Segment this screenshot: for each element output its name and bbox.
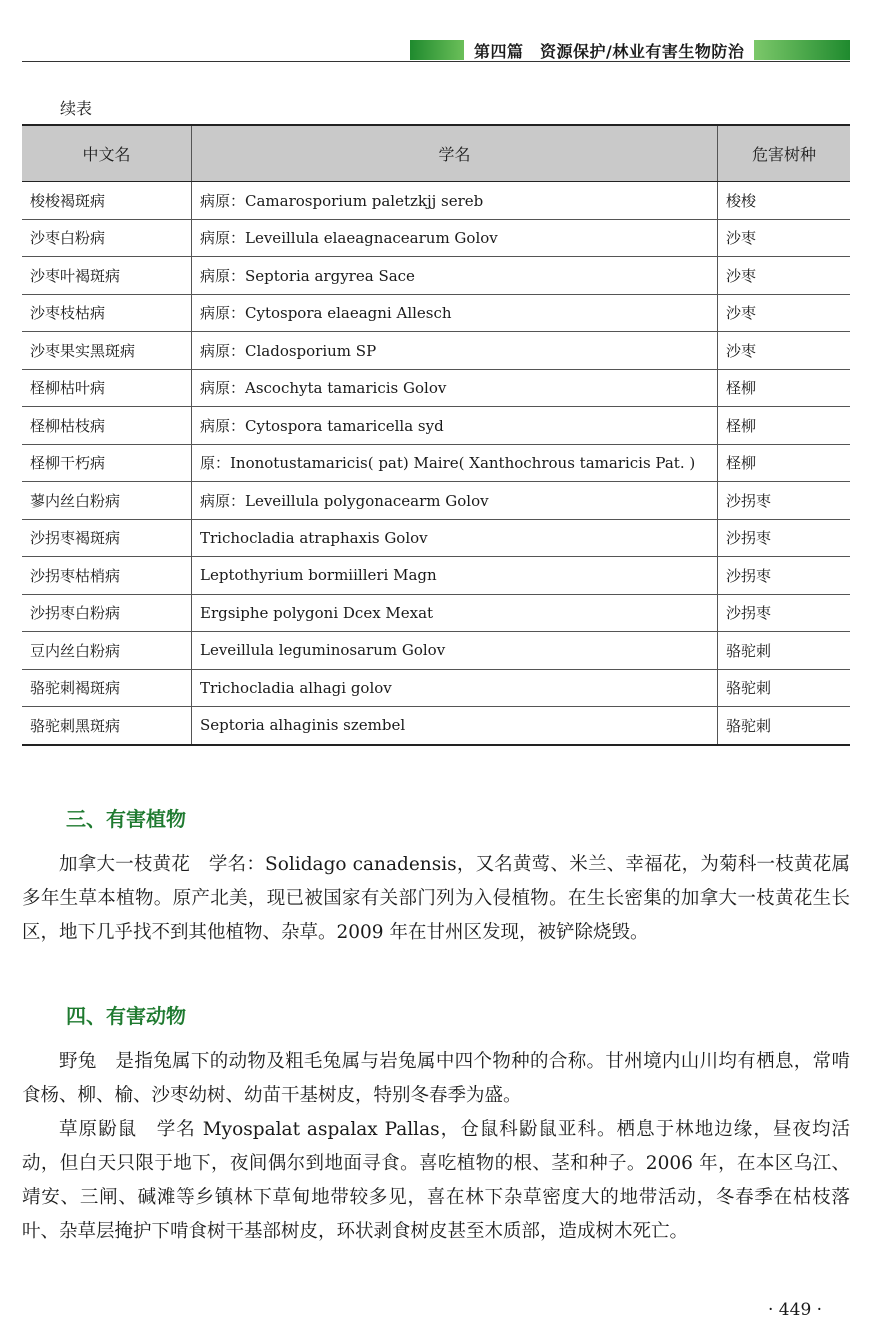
table-continuation-label: 续表 bbox=[60, 99, 93, 118]
col-header-scientific-name: 学名 bbox=[192, 125, 718, 182]
term-hare: 野兔 bbox=[59, 1051, 97, 1072]
cell-host-tree: 柽柳 bbox=[718, 407, 851, 445]
cell-chinese-name: 沙拐枣白粉病 bbox=[22, 594, 192, 632]
header-decor-right bbox=[754, 40, 850, 60]
cell-chinese-name: 蓼内丝白粉病 bbox=[22, 482, 192, 520]
table-row bbox=[22, 182, 850, 220]
cell-chinese-name: 沙枣枝枯病 bbox=[22, 294, 192, 332]
cell-scientific-name: 原：Inonotustamaricis( pat) Maire( Xanthochrous tamaricis Pat. ) bbox=[192, 444, 718, 482]
cell-scientific-name: 病原：Ascochyta tamaricis Golov bbox=[192, 369, 718, 407]
cell-host-tree: 沙枣 bbox=[718, 332, 851, 370]
cell-scientific-name: 病原：Cytospora tamaricella syd bbox=[192, 407, 718, 445]
col-header-host-tree: 危害树种 bbox=[718, 125, 851, 182]
cell-chinese-name: 骆驼刺黑斑病 bbox=[22, 707, 192, 745]
cell-scientific-name: Trichocladia atraphaxis Golov bbox=[192, 519, 718, 557]
running-header bbox=[410, 40, 850, 60]
header-title: 第四篇 资源保护/林业有害生物防治 bbox=[474, 41, 745, 61]
cell-chinese-name: 柽柳干朽病 bbox=[22, 444, 192, 482]
paragraph-goldenrod bbox=[22, 848, 850, 950]
text-goldenrod: 学名：Solidago canadensis，又名黄莺、米兰、幸福花，为菊科一枝黄花属多年生草本植物。原产北美，现已被国家有关部门列为入侵植物。在生长密集的加拿大一枝黄花生长区，地下几乎找不到其他植物、杂草。2009 年在甘州区发现，被铲除烧毁。 bbox=[22, 854, 850, 943]
cell-scientific-name: Leveillula leguminosarum Golov bbox=[192, 632, 718, 670]
table-row bbox=[22, 369, 850, 407]
table-row bbox=[22, 257, 850, 295]
cell-scientific-name: Septoria alhaginis szembel bbox=[192, 707, 718, 745]
header-rule bbox=[22, 61, 850, 62]
paragraph-zokor bbox=[22, 1113, 850, 1249]
table-row bbox=[22, 707, 850, 745]
paragraph-hare bbox=[22, 1045, 850, 1113]
cell-scientific-name: 病原：Septoria argyrea Sace bbox=[192, 257, 718, 295]
cell-host-tree: 沙拐枣 bbox=[718, 519, 851, 557]
table-row bbox=[22, 332, 850, 370]
table-row bbox=[22, 594, 850, 632]
header-decor-left bbox=[410, 40, 464, 60]
cell-host-tree: 沙枣 bbox=[718, 257, 851, 295]
table-header-row bbox=[22, 125, 850, 182]
cell-scientific-name: Ergsiphe polygoni Dcex Mexat bbox=[192, 594, 718, 632]
cell-chinese-name: 沙枣白粉病 bbox=[22, 219, 192, 257]
cell-host-tree: 沙枣 bbox=[718, 219, 851, 257]
section-heading-harmful-animals: 四、有害动物 bbox=[66, 1004, 186, 1028]
cell-chinese-name: 梭梭褐斑病 bbox=[22, 182, 192, 220]
cell-chinese-name: 骆驼刺褐斑病 bbox=[22, 669, 192, 707]
cell-host-tree: 沙拐枣 bbox=[718, 557, 851, 595]
cell-scientific-name: 病原：Cladosporium SP bbox=[192, 332, 718, 370]
cell-host-tree: 骆驼刺 bbox=[718, 707, 851, 745]
cell-scientific-name: 病原：Cytospora elaeagni Allesch bbox=[192, 294, 718, 332]
text-hare: 是指兔属下的动物及粗毛兔属与岩兔属中四个物种的合称。甘州境内山川均有栖息，常啃食杨、柳、榆、沙枣幼树、幼苗干基树皮，特别冬春季为盛。 bbox=[22, 1051, 850, 1106]
cell-host-tree: 沙枣 bbox=[718, 294, 851, 332]
table-row bbox=[22, 669, 850, 707]
page-number: · 449 · bbox=[768, 1300, 823, 1320]
cell-scientific-name: 病原：Camarosporium paletzkjj sereb bbox=[192, 182, 718, 220]
cell-scientific-name: Leptothyrium bormiilleri Magn bbox=[192, 557, 718, 595]
term-zokor: 草原鼢鼠 bbox=[59, 1119, 138, 1140]
cell-chinese-name: 柽柳枯枝病 bbox=[22, 407, 192, 445]
section-heading-harmful-plants: 三、有害植物 bbox=[66, 807, 186, 831]
cell-host-tree: 沙拐枣 bbox=[718, 482, 851, 520]
cell-host-tree: 梭梭 bbox=[718, 182, 851, 220]
cell-scientific-name: 病原：Leveillula polygonacearm Golov bbox=[192, 482, 718, 520]
text-zokor: 学名 Myospalat aspalax Pallas，仓鼠科鼢鼠亚科。栖息于林地边缘，昼夜均活动，但白天只限于地下，夜间偶尔到地面寻食。喜吃植物的根、茎和种子。2006 年，在本区乌江、靖安、三闸、碱滩等乡镇林下草甸地带较多见，喜在林下杂草密度大的地带活动，冬春季在枯枝落叶、杂草层掩护下啃食树干基部树皮，环状剥食树皮甚至木质部，造成树木死亡。 bbox=[22, 1119, 850, 1242]
table-row bbox=[22, 219, 850, 257]
cell-chinese-name: 沙枣果实黑斑病 bbox=[22, 332, 192, 370]
table-row bbox=[22, 632, 850, 670]
table-row bbox=[22, 407, 850, 445]
col-header-chinese-name: 中文名 bbox=[22, 125, 192, 182]
cell-host-tree: 骆驼刺 bbox=[718, 632, 851, 670]
cell-host-tree: 骆驼刺 bbox=[718, 669, 851, 707]
cell-chinese-name: 豆内丝白粉病 bbox=[22, 632, 192, 670]
table-row bbox=[22, 482, 850, 520]
cell-chinese-name: 沙枣叶褐斑病 bbox=[22, 257, 192, 295]
table-row bbox=[22, 557, 850, 595]
cell-scientific-name: 病原：Leveillula elaeagnacearum Golov bbox=[192, 219, 718, 257]
cell-chinese-name: 沙拐枣枯梢病 bbox=[22, 557, 192, 595]
table-row bbox=[22, 294, 850, 332]
pathogen-table bbox=[22, 124, 850, 746]
term-goldenrod: 加拿大一枝黄花 bbox=[59, 854, 191, 875]
cell-host-tree: 柽柳 bbox=[718, 369, 851, 407]
table-row bbox=[22, 444, 850, 482]
table-row bbox=[22, 519, 850, 557]
cell-host-tree: 柽柳 bbox=[718, 444, 851, 482]
cell-chinese-name: 沙拐枣褐斑病 bbox=[22, 519, 192, 557]
cell-host-tree: 沙拐枣 bbox=[718, 594, 851, 632]
cell-chinese-name: 柽柳枯叶病 bbox=[22, 369, 192, 407]
cell-scientific-name: Trichocladia alhagi golov bbox=[192, 669, 718, 707]
